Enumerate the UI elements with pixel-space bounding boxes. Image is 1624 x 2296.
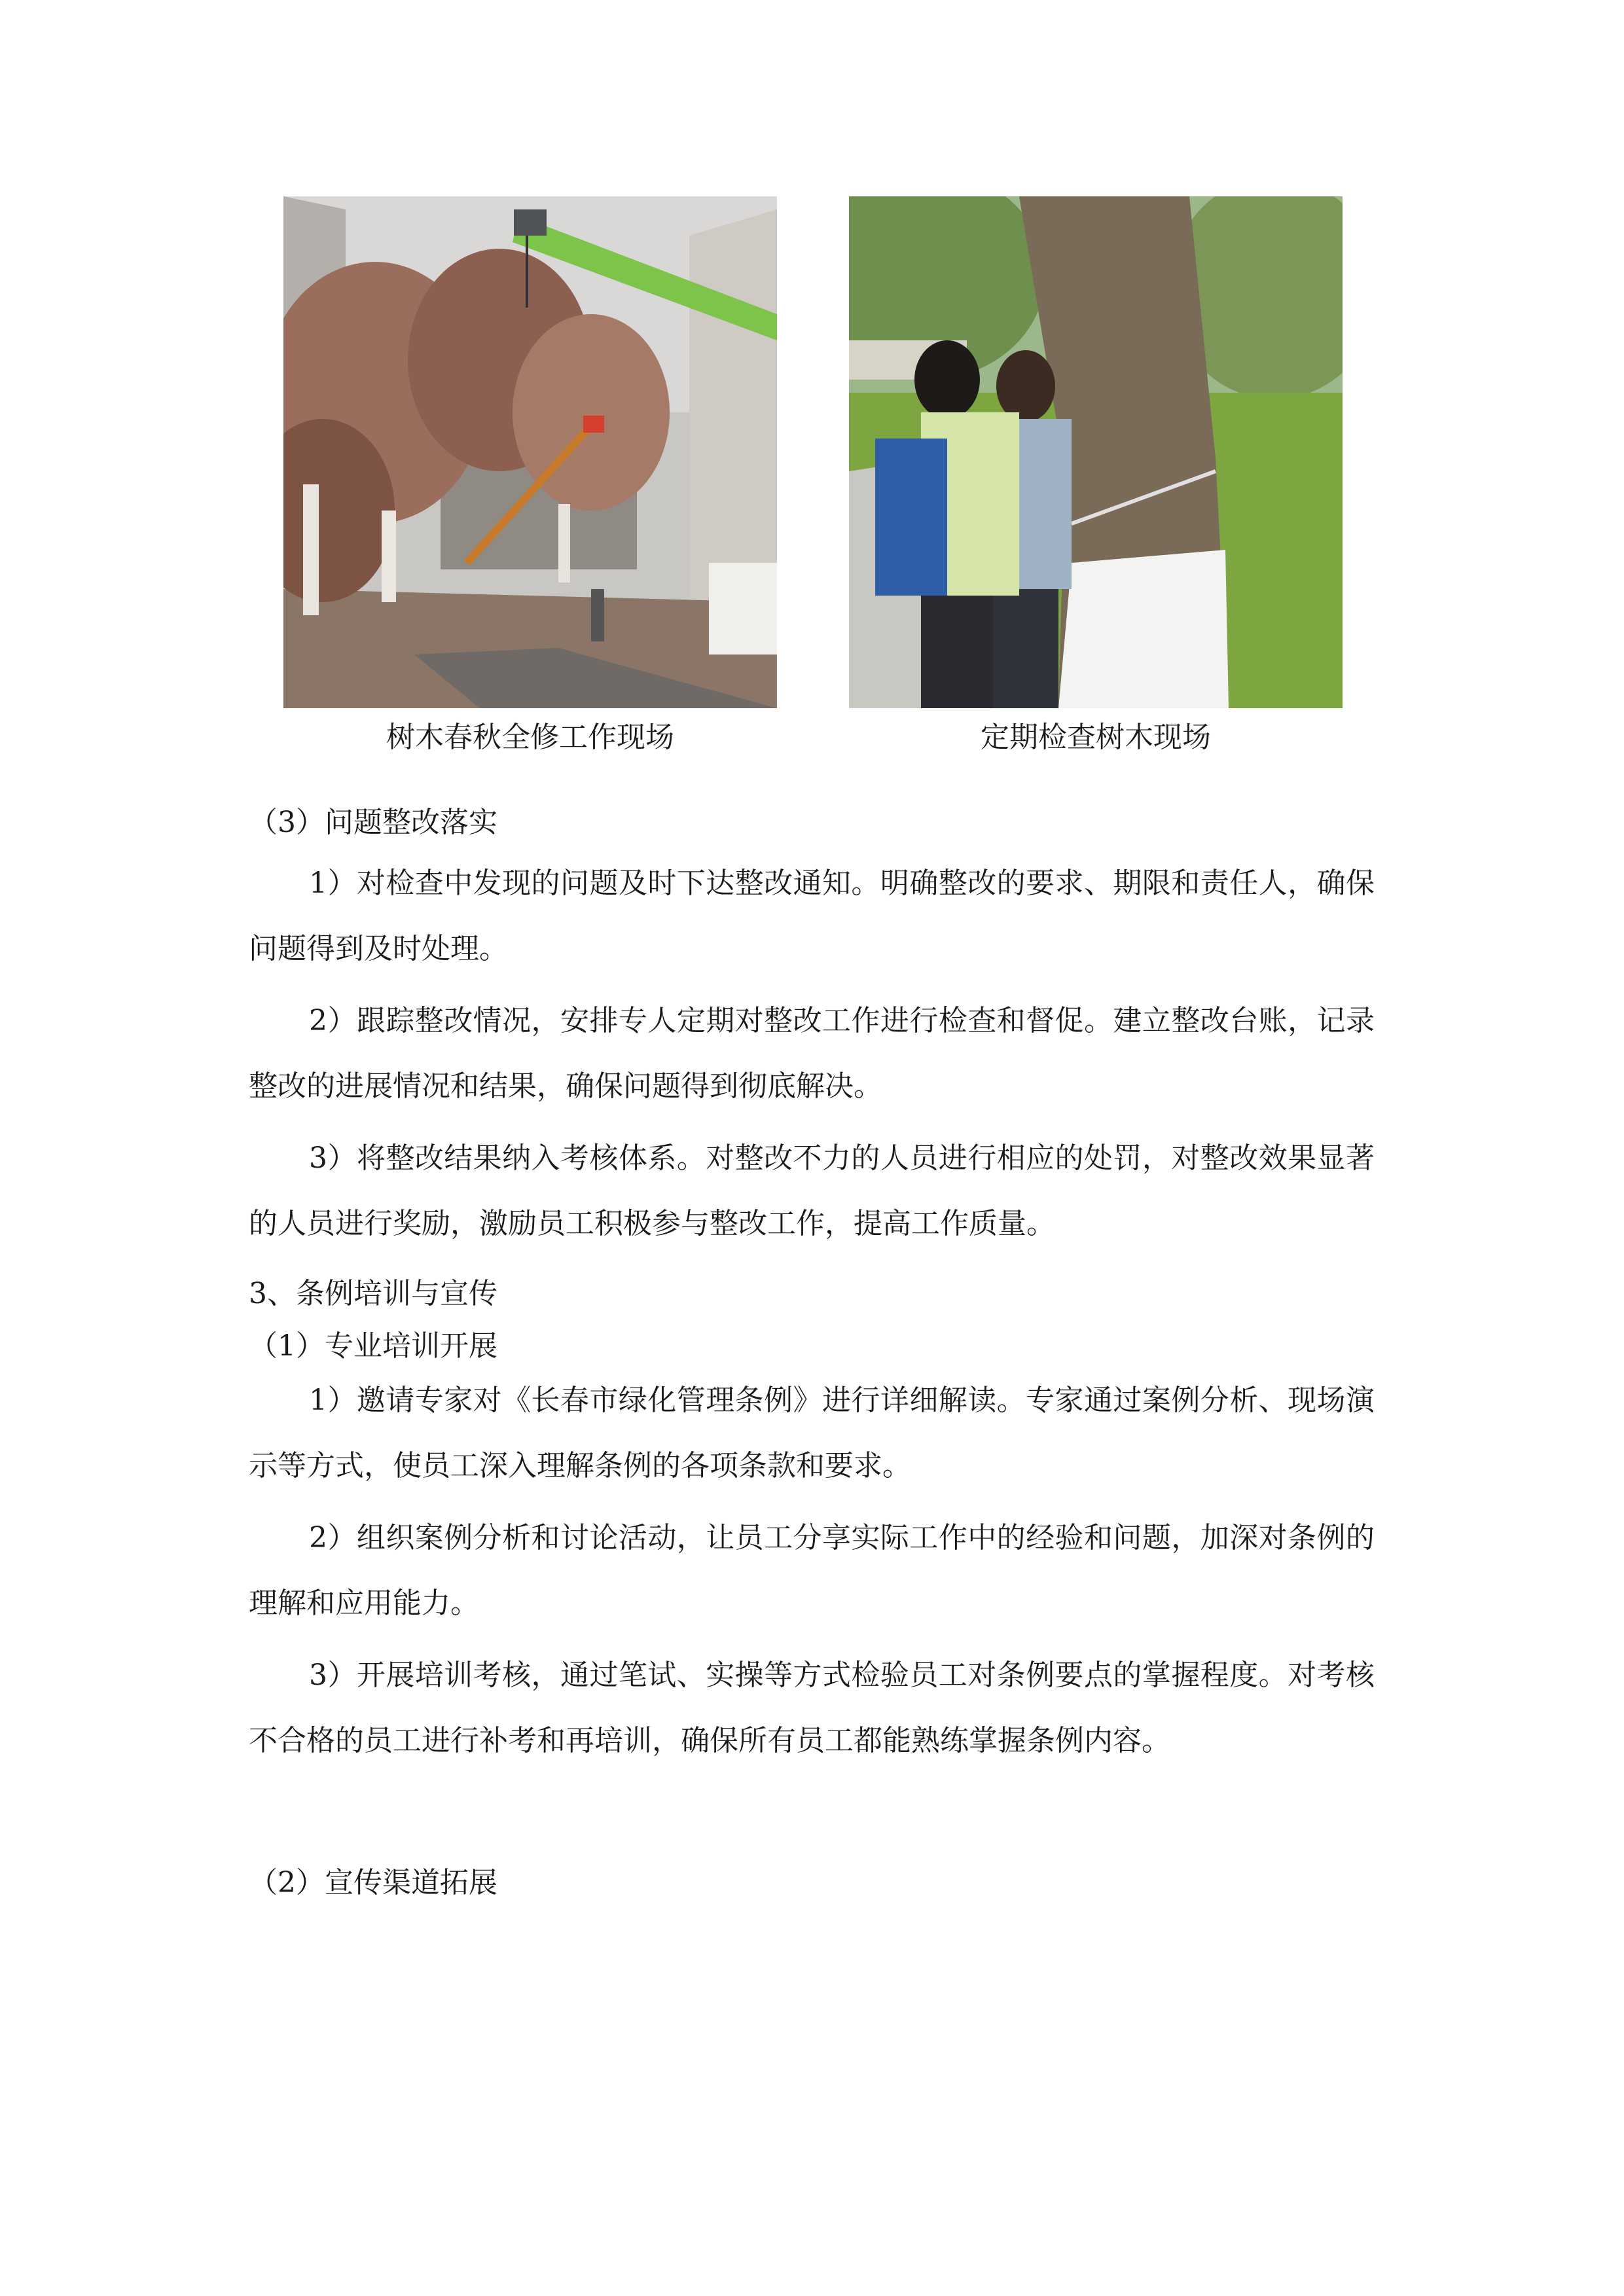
paragraph: 3）开展培训考核，通过笔试、实操等方式检验员工对条例要点的掌握程度。对考核不合格的员工进行补考和再培训，确保所有员工都能熟练掌握条例内容。	[249, 1659, 1375, 1757]
paragraph: 1）对检查中发现的问题及时下达整改通知。明确整改的要求、期限和责任人，确保问题得到及时处理。	[249, 867, 1375, 965]
inspection-photo	[849, 196, 1343, 708]
figure-caption: 树木春秋全修工作现场	[386, 721, 674, 754]
subsection-heading: （2）宣传渠道拓展	[249, 1866, 497, 1899]
paragraph: 2）跟踪整改情况，安排专人定期对整改工作进行检查和督促。建立整改台账，记录整改的进展情况和结果，确保问题得到彻底解决。	[249, 1004, 1375, 1103]
subsection-heading: （1）专业培训开展	[249, 1329, 497, 1363]
figure-inspection	[849, 196, 1343, 756]
section-heading: 3、条例培训与宣传	[249, 1277, 497, 1310]
paragraph: 1）邀请专家对《长春市绿化管理条例》进行详细解读。专家通过案例分析、现场演示等方式，使员工深入理解条例的各项条款和要求。	[249, 1384, 1375, 1482]
section-heading: （3）问题整改落实	[249, 806, 497, 839]
figure-caption: 定期检查树木现场	[981, 721, 1211, 754]
figure-pruning	[283, 196, 777, 756]
paragraph: 3）将整改结果纳入考核体系。对整改不力的人员进行相应的处罚，对整改效果显著的人员进行奖励，激励员工积极参与整改工作，提高工作质量。	[249, 1141, 1375, 1240]
pruning-photo	[283, 196, 777, 708]
paragraph: 2）组织案例分析和讨论活动，让员工分享实际工作中的经验和问题，加深对条例的理解和应用能力。	[249, 1521, 1375, 1620]
